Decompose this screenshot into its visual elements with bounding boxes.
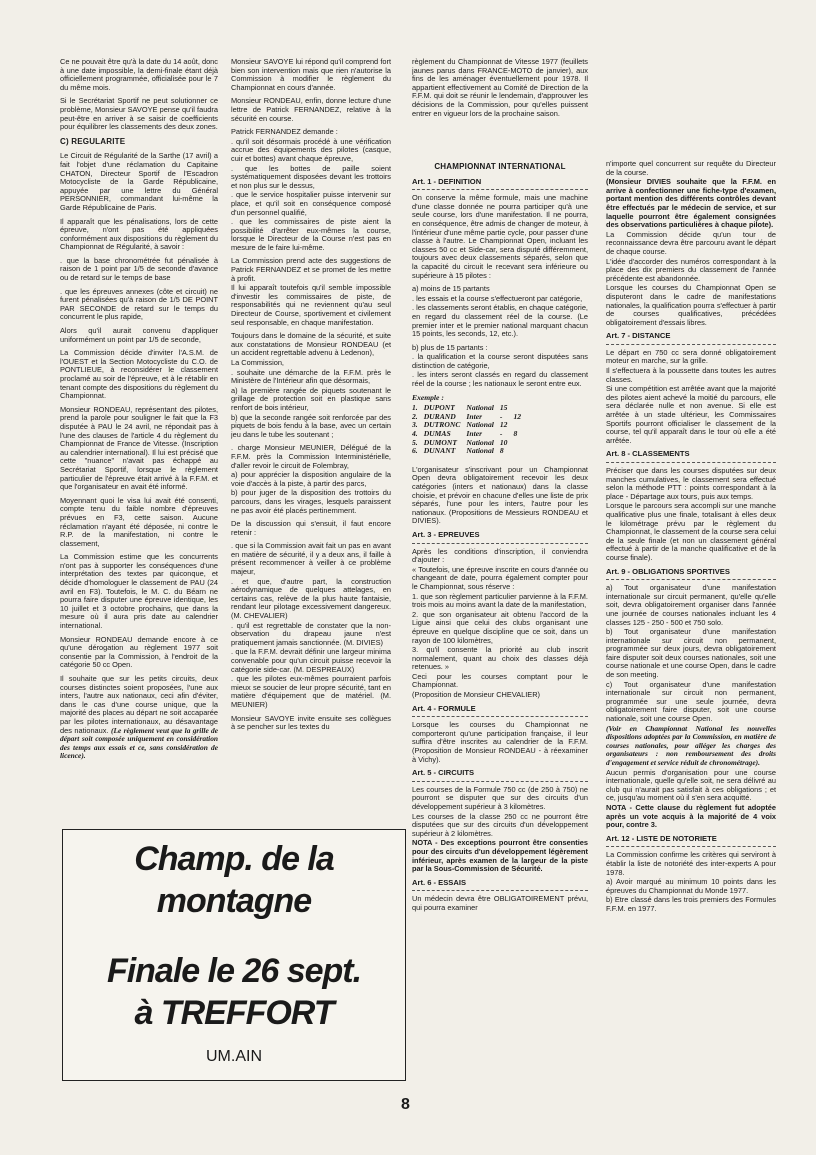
paragraph: . charge Monsieur MEUNIER, Délégué de la F.F.M. près la Commission Interministérielle, d'aller revoir le circuit de Folembray,: [231, 443, 391, 470]
name-cell: DURAND: [423, 411, 456, 421]
category-cell: National: [466, 420, 494, 430]
paragraph: [60, 675, 218, 761]
category-cell: National: [466, 437, 494, 447]
paragraph: a) Avoir marqué au minimum 10 points dans les épreuves du Championnat du Monde 1977.: [606, 877, 776, 895]
paragraph: . souhaite une démarche de la F.F.M. près le Ministère de l'Intérieur afin que désormais,: [231, 367, 391, 386]
paragraph: . que les bottes de paille soient systématiquement disposées devant les trottoirs et non plus sur le dessus,: [231, 163, 391, 190]
table-row: [412, 447, 527, 456]
divider: [412, 716, 588, 717]
article-heading: Art. 4 - FORMULE: [412, 703, 476, 713]
category-cell: Inter: [466, 429, 483, 439]
column-4: [606, 160, 776, 1060]
paragraph: . que les commissaires de piste aient la possibilité d'arrêter eux-mêmes la course, lorsque le Directeur de la Course n'est pas en mesure de le faire lui-même.: [231, 217, 391, 252]
announcement-line-1: Champ. de la: [134, 840, 334, 878]
inter-points-cell: 12: [513, 411, 522, 421]
italic-note: (Voir en Championnat National les nouvelles dispositions adoptées par la Commission, en matière de courses nationales, pour alléger les charges des organisateurs : non remboursement des droits d'engagement et service réduit de chronométrage).: [606, 723, 776, 767]
divider: [606, 344, 776, 345]
paragraph: 3. qu'il consente la priorité au club inscrit normalement, quant au choix des classes déjà retenues. »: [412, 645, 588, 672]
inter-points-cell: [513, 439, 527, 448]
paragraph: 1. que son règlement particulier parvienne à la F.F.M. trois mois au moins avant la date de la manifestation,: [412, 591, 588, 610]
divider: [412, 781, 588, 782]
announcement-line-4: à TREFFORT: [134, 994, 334, 1032]
article-heading: Art. 6 - ESSAIS: [412, 877, 467, 887]
paragraph: Monsieur SAVOYE lui répond qu'il comprend fort bien son intervention mais que rien n'autorise la Commission à modifier le règlement du Championnat en cours d'année.: [231, 58, 391, 92]
page-number: 8: [401, 1096, 410, 1113]
paragraph: La Commission confirme les critères qui serviront à établir la liste de notoriété des inter-experts A pour 1978.: [606, 850, 776, 877]
divider: [412, 189, 588, 190]
category-cell: National: [466, 403, 494, 413]
category-cell: Inter: [466, 411, 483, 421]
paragraph: Un médecin devra être OBLIGATOIREMENT prévu, qui pourra examiner: [412, 894, 588, 912]
divider: [606, 462, 776, 463]
national-points-cell: 10: [499, 437, 508, 447]
paragraph: Ceci pour les courses comptant pour le Championnat.: [412, 671, 588, 690]
paragraph: « Toutefois, une épreuve inscrite en cours d'année ou changeant de date, pourra également compter pour le Championnat, sous réserve :: [412, 564, 588, 591]
paragraph: Si le Secrétariat Sportif ne peut solutionner ce problème, Monsieur SAVOYE pense qu'il faudra peut-être en arriver à se saisir de coefficients pour équilibrer les classements des deux zones.: [60, 96, 218, 132]
paragraph: . que le service hospitalier puisse intervenir sur place, et qu'il soit en conséquence composé d'un personnel qualifié,: [231, 190, 391, 217]
paragraph: . et que, d'autre part, la construction aérodynamique de quelques attelages, en certains cas, relève de la plus haute fantaisie, rendant leur pilotage excessivement dangereux. (M. CHEVALIER): [231, 576, 391, 621]
paragraph: La Commission estime que les concurrents n'ont pas à supporter les conséquences d'une interprétation des textes par quiconque, et décide d'homologuer le classement de PAU (24 avril en F3). Toutefois, le M. C. du Béarn ne pourra faire disputer une épreuve identique, les 10 juillet et 3 octobre prochains, que dans la mesure où il aura pris date au calendrier international.: [60, 552, 218, 631]
rank-cell: 3.: [412, 420, 418, 430]
paragraph: Lorsque les courses du Championnat ne comporteront qu'une participation française, il leur suffira d'être inscrites au calendrier de la F.F.M. (Proposition de Monsieur RONDEAU - à réexaminer à Vichy).: [412, 720, 588, 764]
nota-paragraph: NOTA - Cette clause du règlement fut adoptée après un vote acquis à la majorité de 4 voix pour, contre 3.: [606, 802, 776, 830]
rank-cell: 2.: [412, 411, 418, 421]
paragraph: Monsieur RONDEAU, représentant des pilotes, prend la parole pour souligner le fait que la F3 disputée à PAU le 24 avril, ne répondait pas à l'une des clauses de l'article 4 du règlement du Championnat de France de Vitesse. (Inscription au calendrier international). Il lui est précisé que cette "nuance" n'avait pas échappé au Secrétariat Sportif, lorsque le règlement particulier de l'épreuve était arrivé à la F.F.M. et que l'organisateur en avait été informé.: [60, 404, 218, 492]
paragraph: . que les pilotes eux-mêmes pourraient parfois mieux se soucier de leur propre sécurité, tant en matière d'équipement que de matériel. (M. MEUNIER): [231, 674, 391, 709]
national-points-cell: 8: [499, 446, 504, 456]
paragraph: Préciser que dans les courses disputées sur deux manches cumulatives, le classement sera effectué selon la méthode PTT : points correspondant à la place - Départage aux tours, puis aux temps.: [606, 466, 776, 501]
article-heading: Art. 1 - DEFINITION: [412, 176, 482, 186]
paragraph: Les courses de la classe 250 cc ne pourront être disputées que sur des circuits d'un développement supérieur à 2 kilomètres.: [412, 811, 588, 838]
paragraph: Ce ne pouvait être qu'à la date du 14 août, donc à une date impossible, la demi-finale étant déjà officiellement programmée, officialisée pour le 7 du même mois.: [60, 58, 218, 92]
paragraph: La Commission prend acte des suggestions de Patrick FERNANDEZ et se promet de les mettre à profit.: [231, 256, 391, 283]
divider: [412, 890, 588, 891]
paragraph: . que la base chronométrée fut pénalisée à raison de 1 point par 1/5 de seconde d'avance ou de retard sur le temps de base: [60, 255, 218, 283]
paragraph: Les courses de la Formule 750 cc (de 250 à 750) ne pourront se disputer que sur des circuits d'un développement supérieur à 3 kilomètres.: [412, 784, 588, 811]
paragraph: . que les épreuves annexes (côte et circuit) ne furent pénalisées qu'à raison de 1/5 DE POINT PAR SECONDE de retard sur le temps du concurrent le plus rapide,: [60, 286, 218, 322]
announcement-organizer: UM.AIN: [206, 1048, 262, 1065]
paragraph: b) Tout organisateur d'une manifestation internationale sur circuit non permanent, programmée sur deux jours, devra obligatoirement faire disputer soit deux courses nationales, soit une course nationale et une course Open, dans le cadre de son meeting.: [606, 627, 776, 680]
paragraph: . que la F.F.M. devrait définir une largeur minima convenable pour qu'un circuit puisse recevoir la catégorie side-car. (M. DESPREAUX): [231, 647, 391, 674]
paragraph: . les essais et la course s'effectueront par catégorie,: [412, 293, 583, 303]
paragraph: Monsieur RONDEAU, enfin, donne lecture d'une lettre de Patrick FERNANDEZ, relative à la sécurité en course.: [231, 96, 391, 123]
paragraph: b) Etre classé dans les trois premiers des Formules F.F.M. en 1977.: [606, 895, 776, 913]
category-cell: National: [466, 446, 494, 456]
paragraph: a) pour apprécier la disposition angulaire de la voie d'accès à la piste, à partir des parcs,: [231, 470, 391, 488]
paragraph: b) que la seconde rangée soit renforcée par des piquets de bois fendu à la base, avec un certain jeu dans le tube les soutenant ;: [231, 412, 391, 439]
results-table: [412, 404, 527, 456]
paragraph: a) moins de 15 partants: [412, 284, 490, 294]
divider: [606, 579, 776, 580]
paragraph: De la discussion qui s'ensuit, il faut encore retenir :: [231, 519, 391, 537]
name-cell: DUMAS: [423, 429, 451, 439]
announcement-line-3: Finale le 26 sept.: [106, 952, 362, 990]
event-announcement-box: [62, 829, 406, 1081]
paragraph: Moyennant quoi le visa lui avait été consenti, compte tenu du faible nombre d'épreuves prévues en F3, cette saison. Aucune réclamation n'ayant été déposée, ni contre le R.P. de la manifestation, ni contre le classement,: [60, 495, 218, 548]
column-1: [60, 58, 218, 820]
paragraph: . les classements seront établis, en chaque catégorie, en regard du classement réel de la course. (Le premier inter et le premier national marquant chacun 15 points, les seconds, 12, etc.).: [412, 303, 588, 339]
paragraph: . les inters seront classés en regard du classement réel de la course ; les nationaux le seront entre eux.: [412, 370, 588, 389]
column-3: [412, 163, 588, 1063]
paragraph: b) plus de 15 partants :: [412, 342, 488, 352]
paragraph: . qu'il est regrettable de constater que la non-observation du drapeau jaune n'est pratiquement jamais sanctionnée. (M. DIVIES): [231, 620, 391, 647]
paragraph: Le départ en 750 cc sera donné obligatoirement moteur en marche, sur la grille.: [606, 347, 776, 366]
rank-cell: 1.: [412, 403, 418, 413]
article-heading: Art. 5 - CIRCUITS: [412, 768, 475, 778]
paragraph: Patrick FERNANDEZ demande :: [231, 127, 338, 137]
announcement-line-2: montagne: [156, 882, 312, 920]
paragraph: La Commission,: [231, 358, 284, 367]
paragraph: (Proposition de Monsieur CHEVALIER): [412, 690, 541, 700]
article-heading: Art. 7 - DISTANCE: [606, 331, 671, 341]
paragraph: b) pour juger de la disposition des trottoirs du parcours, dans les virages, lesquels paraissent ne pas avoir été placés pertinemment.: [231, 488, 391, 515]
paragraph: Lorsque le parcours sera accompli sur une manche qualificative plus une finale, totalisant à elles deux le kilométrage prévu par le règlement du Championnat, le classement de la course sera celui de la seule finale (et non un classement général effectué à partir de la manche qualificative et de la course finale).: [606, 501, 776, 562]
column-3-top: [412, 58, 588, 158]
paragraph: 2. que son organisateur ait obtenu l'accord de la Ligue ainsi que celui des clubs organisant une épreuve en quelque discipline que ce soit, dans un rayon de 100 kilomètres,: [412, 609, 588, 645]
paragraph: La Commission décide d'inviter l'A.S.M. de l'OUEST et la Section Motocycliste du C.O. de PONTLIEUE, à reconsidérer le classement proclamé au soir de l'épreuve, et à le rétablir en tenant compte des dispositions du règlement du Championnat.: [60, 348, 218, 401]
national-points-cell: -: [499, 429, 503, 439]
example-label: Exemple :: [412, 392, 444, 402]
inter-points-cell: 8: [513, 429, 518, 439]
paragraph: La Commission décide qu'un tour de reconnaissance devra être parcouru avant le départ de chaque course.: [606, 229, 776, 256]
name-cell: DUTRONC: [423, 420, 461, 430]
section-heading-regularite: C) REGULARITE: [60, 136, 126, 146]
divider: [606, 846, 776, 847]
italic-note: (Le règlement veut que la grille de départ soit composée uniquement en considération des temps aux essais et ce, sans considération de licence).: [60, 725, 218, 761]
paragraph: Il apparaît que les pénalisations, lors de cette épreuve, n'ont pas été appliquées conformément aux dispositions du règlement du Championnat de Régularité, à savoir :: [60, 216, 218, 252]
rank-cell: 5.: [412, 437, 418, 447]
paragraph: Après les conditions d'inscription, il conviendra d'ajouter :: [412, 546, 588, 565]
national-points-cell: -: [499, 411, 503, 421]
paragraph: Monsieur SAVOYE invite ensuite ses collègues à se pencher sur les textes du: [231, 713, 391, 732]
inter-points-cell: [513, 447, 527, 456]
name-cell: DUPONT: [423, 403, 455, 413]
paragraph: Monsieur RONDEAU demande encore à ce qu'une dérogation au règlement 1977 soit consentie par la Commission, à l'endroit de la catégorie 50 cc Open.: [60, 634, 218, 670]
section-heading-championnat: CHAMPIONNAT INTERNATIONAL: [434, 163, 566, 171]
paragraph: Il lui apparaît toutefois qu'il semble impossible d'investir les commissaires de piste, de responsabilités qui ne reviennent qu'au seul Directeur de Course, sportivement et civilement seul responsable, en chaque manifestation.: [231, 283, 391, 327]
paragraph: . qu'il soit désormais procédé à une vérification accrue des équipements des pilotes (casque, cuir et bottes) avant chaque épreuve,: [231, 136, 391, 163]
paragraph: . que si la Commission avait fait un pas en avant en matière de sécurité, il y a deux ans, il faille à présent recommencer à veiller à ce problème majeur,: [231, 541, 391, 577]
paragraph: L'organisateur s'inscrivant pour un Championnat Open devra obligatoirement recevoir les deux catégories (inters et nationaux) dans la classe choisie, et prévoir en chacune d'elles une liste de prix séparés, l'une pour les inters, l'autre pour les nationaux. (Propositions de Messieurs RONDEAU et DIVIES).: [412, 464, 588, 526]
paragraph: règlement du Championnat de Vitesse 1977 (feuillets jaunes parus dans FRANCE-MOTO de janvier), aux fins de les aménager éventuellement pour 1978. Il appartient effectivement au Comité de Direction de la F.F.M. qui doit se réunir le lendemain, d'approuver les décisions de la Commission, pour qu'elles puissent entrer en vigueur lors de la prochaine saison.: [412, 58, 588, 118]
article-heading: Art. 9 - OBLIGATIONS SPORTIVES: [606, 566, 730, 576]
paragraph: Le Circuit de Régularité de la Sarthe (17 avril) a fait l'objet d'une réclamation du Capitaine CHATON, Directeur Sportif de l'Escadron Motocycliste de la Garde Républicaine, appuyée par une lettre du Général PERSONNIER, commandant lui-même la Garde Républicaine de Paris.: [60, 151, 218, 212]
name-cell: DUNANT: [423, 446, 456, 456]
column-2: [231, 58, 391, 848]
national-points-cell: 15: [499, 403, 508, 413]
article-heading: Art. 12 - LISTE DE NOTORIETE: [606, 833, 717, 843]
paragraph: Il s'effectuera à la poussette dans toutes les autres classes.: [606, 366, 776, 384]
divider: [412, 543, 588, 544]
rank-cell: 6.: [412, 446, 418, 456]
paragraph: Si une compétition est arrêtée avant que la majorité des pilotes aient achevé la moitié du parcours, elle sera déclarée nulle et non avenue. Si elle est arrêtée à un stade ultérieur, les Commissaires Sportifs pourront officialiser le classement de la course, tel qu'il apparaît dans le tour où elle a été arrêtée.: [606, 384, 776, 445]
name-cell: DUMONT: [423, 437, 458, 447]
paragraph: n'importe quel concurrent sur requête du Directeur de la course.: [606, 160, 776, 177]
paragraph: Lorsque les courses du Championnat Open se disputeront dans le cadre de manifestations nationales, la qualification pourra s'effectuer à partir de courses qualificatives, précédées obligatoirement d'essais libres.: [606, 283, 776, 327]
paragraph: L'idée d'accorder des numéros correspondant à la place des dix premiers du classement de l'année précédente est abandonnée.: [606, 256, 776, 283]
paragraph-text: Il souhaite que sur les petits circuits, deux courses distinctes soient proposées, l'une aux inters, l'autre aux nationaux, ceci afin d'éviter, dans le cas d'une course unique, que la majorité des places au départ ne soit accaparée par les pilotes internationaux, au désavantage des nationaux.: [60, 674, 218, 735]
article-heading: Art. 8 - CLASSEMENTS: [606, 449, 690, 459]
paragraph: a) Tout organisateur d'une manifestation internationale sur circuit permanent, qu'elle qu'elle soit, devra obligatoirement organiser dans l'année une journée de courses nationales incluant les 4 classes 125 - 250 - 500 et 750 solo.: [606, 583, 776, 627]
paragraph: Aucun permis d'organisation pour une course internationale, quelle qu'elle soit, ne sera délivré au club qui n'aurait pas satisfait à ces obligations ; et ce, jusqu'au moment où il s'en sera acquitté.: [606, 767, 776, 803]
paragraph: a) la première rangée de piquets soutenant le grillage de protection soit en plastique sans renfort de bois intérieur,: [231, 385, 391, 412]
national-points-cell: 12: [499, 420, 508, 430]
paragraph: (Monsieur DIVIES souhaite que la F.F.M. en arrive à confectionner une fiche-type d'examen, portant mention des différents contrôles devant être effectués par le médecin de service, et sur laquelle pourront être également consignées des observations particulières à chaque pilote).: [606, 177, 776, 230]
article-heading: Art. 3 - EPREUVES: [412, 529, 480, 539]
nota-paragraph: NOTA - Des exceptions pourront être consenties pour des circuits d'un développement légèrement inférieur, après examen de la largeur de la piste par la Sous-Commission de Sécurité.: [412, 838, 588, 874]
paragraph: . la qualification et la course seront disputées sans distinction de catégorie,: [412, 352, 588, 370]
paragraph: Alors qu'il aurait convenu d'appliquer uniformément un point par 1/5 de seconde,: [60, 326, 218, 344]
paragraph: On conserve la même formule, mais une machine d'une classe donnée ne pourra participer qu'à une seule course, lors d'une manifestation. Il ne pourra, en conséquence, être admis de changer de moteur, à l'intérieur d'une même partie cycle, pour passer d'une classe à l'autre. Le Championnat Open, incluant les classes 50 cc et Side-car, sera disputé différemment, toujours avec deux classements séparés, selon que la capacité du circuit le recevant sera inférieure ou supérieure à 15 pilotes :: [412, 193, 588, 280]
paragraph: Toujours dans le domaine de la sécurité, et suite aux constatations de Monsieur RONDEAU (et un accident regrettable advenu à Ledenon),: [231, 331, 391, 358]
rank-cell: 4.: [412, 429, 418, 439]
paragraph: c) Tout organisateur d'une manifestation internationale sur circuit non permanent, programmée sur une seule journée, devra obligatoirement faire disputer, soit une course nationale, soit une course Open.: [606, 679, 776, 724]
